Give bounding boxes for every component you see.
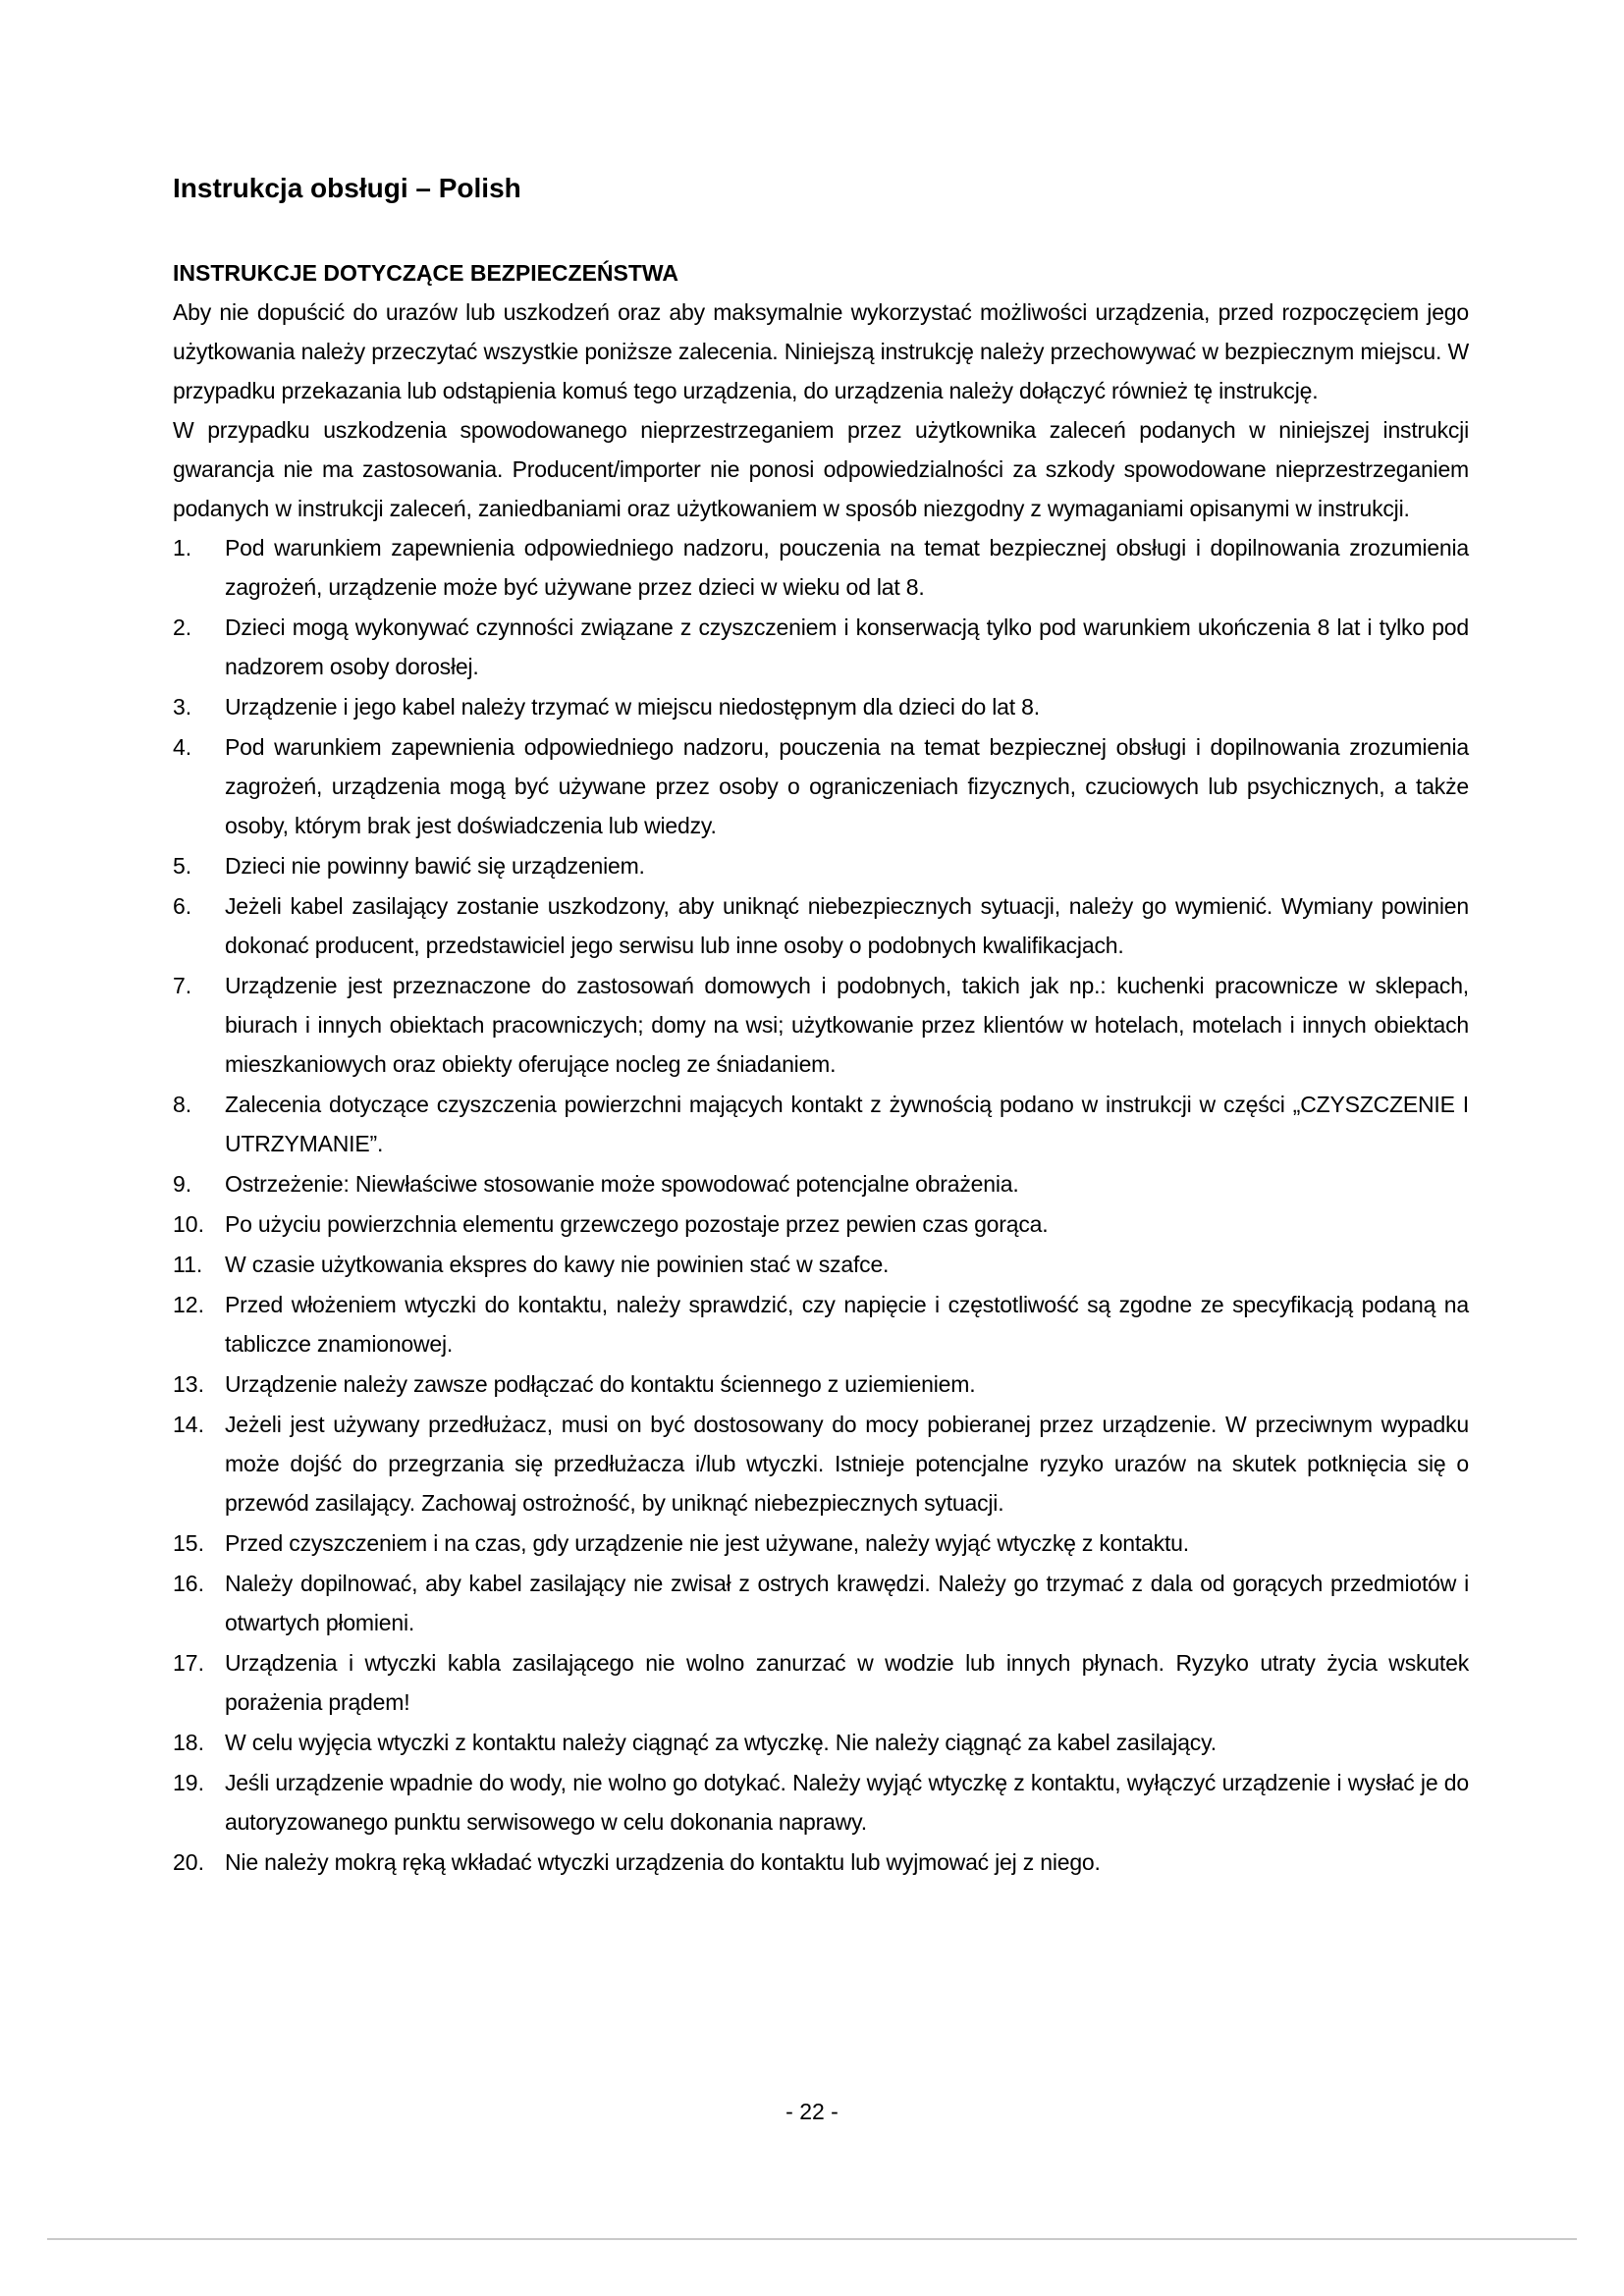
item-text: Jeżeli jest używany przedłużacz, musi on być dostosowany do mocy pobieranej przez urządzenie. W przeciwnym wypadku może dojść do przegrzania się przedłużacza i/lub wtyczki. Istnieje potencjalne ryzyko urazów na skutek potknięcia się o przewód zasilający. Zachowaj ostrożność, by uniknąć niebezpiecznych sytuacji.: [225, 1412, 1469, 1516]
list-item: [173, 727, 1469, 845]
item-text: Ostrzeżenie: Niewłaściwe stosowanie może spowodować potencjalne obrażenia.: [225, 1171, 1019, 1197]
footer-divider: [47, 2238, 1577, 2240]
item-text: Dzieci nie powinny bawić się urządzeniem.: [225, 853, 645, 879]
item-number: 5.: [173, 853, 192, 879]
item-number: 6.: [173, 893, 192, 919]
safety-instructions-list: [173, 528, 1469, 1882]
item-number: 16.: [173, 1571, 204, 1596]
list-item: [173, 528, 1469, 607]
list-item: [173, 1085, 1469, 1163]
item-text: Urządzenie i jego kabel należy trzymać w miejscu niedostępnym dla dzieci do lat 8.: [225, 694, 1040, 720]
item-number: 14.: [173, 1412, 204, 1437]
list-item: [173, 1245, 1469, 1284]
item-text: Nie należy mokrą ręką wkładać wtyczki urządzenia do kontaktu lub wyjmować jej z niego.: [225, 1849, 1101, 1875]
item-text: Jeżeli kabel zasilający zostanie uszkodzony, aby uniknąć niebezpiecznych sytuacji, należy go wymienić. Wymiany powinien dokonać producent, przedstawiciel jego serwisu lub inne osoby o podobnych kwalifikacjach.: [225, 893, 1469, 958]
item-number: 8.: [173, 1092, 192, 1117]
item-text: Urządzenia i wtyczki kabla zasilającego nie wolno zanurzać w wodzie lub innych płynach. Ryzyko utraty życia wskutek porażenia prądem!: [225, 1650, 1469, 1715]
item-number: 17.: [173, 1650, 204, 1676]
list-item: [173, 1643, 1469, 1722]
item-text: Zalecenia dotyczące czyszczenia powierzchni mających kontakt z żywnością podano w instrukcji w części „CZYSZCZENIE I UTRZYMANIE”.: [225, 1092, 1469, 1156]
safety-section: [173, 253, 1469, 1883]
item-number: 18.: [173, 1730, 204, 1755]
item-text: Przed czyszczeniem i na czas, gdy urządzenie nie jest używane, należy wyjąć wtyczkę z kontaktu.: [225, 1530, 1189, 1556]
list-item: [173, 966, 1469, 1084]
list-item: [173, 608, 1469, 686]
item-text: Przed włożeniem wtyczki do kontaktu, należy sprawdzić, czy napięcie i częstotliwość są zgodne ze specyfikacją podaną na tabliczce znamionowej.: [225, 1292, 1469, 1357]
item-text: Jeśli urządzenie wpadnie do wody, nie wolno go dotykać. Należy wyjąć wtyczkę z kontaktu, wyłączyć urządzenie i wysłać je do autoryzowanego punktu serwisowego w celu dokonania naprawy.: [225, 1770, 1469, 1835]
item-text: Należy dopilnować, aby kabel zasilający nie zwisał z ostrych krawędzi. Należy go trzymać z dala od gorących przedmiotów i otwartych płomieni.: [225, 1571, 1469, 1635]
section-heading: INSTRUKCJE DOTYCZĄCE BEZPIECZEŃSTWA: [173, 260, 678, 286]
item-number: 9.: [173, 1171, 192, 1197]
list-item: [173, 1723, 1469, 1762]
list-item: [173, 1564, 1469, 1642]
item-number: 1.: [173, 535, 192, 561]
list-item: [173, 1164, 1469, 1203]
item-number: 2.: [173, 614, 192, 640]
page-title: Instrukcja obsługi – Polish: [173, 173, 521, 203]
item-number: 20.: [173, 1849, 204, 1875]
item-text: Pod warunkiem zapewnienia odpowiedniego nadzoru, pouczenia na temat bezpiecznej obsługi i dopilnowania zrozumienia zagrożeń, urządzenie może być używane przez dzieci w wieku od lat 8.: [225, 535, 1469, 600]
item-text: Po użyciu powierzchnia elementu grzewczego pozostaje przez pewien czas gorąca.: [225, 1211, 1049, 1237]
list-item: [173, 1364, 1469, 1404]
list-item: [173, 1763, 1469, 1842]
item-number: 13.: [173, 1371, 204, 1397]
item-text: W czasie użytkowania ekspres do kawy nie powinien stać w szafce.: [225, 1252, 890, 1277]
list-item: [173, 1523, 1469, 1563]
intro-paragraph: Aby nie dopuścić do urazów lub uszkodzeń oraz aby maksymalnie wykorzystać możliwości urządzenia, przed rozpoczęciem jego użytkowania należy przeczytać wszystkie poniższe zalecenia. Niniejszą instrukcję należy przechowywać w bezpiecznym miejscu. W przypadku przekazania lub odstąpienia komuś tego urządzenia, do urządzenia należy dołączyć również tę instrukcję.: [173, 299, 1469, 403]
item-number: 12.: [173, 1292, 204, 1317]
item-number: 10.: [173, 1211, 204, 1237]
item-text: W celu wyjęcia wtyczki z kontaktu należy ciągnąć za wtyczkę. Nie należy ciągnąć za kabel zasilający.: [225, 1730, 1217, 1755]
list-item: [173, 1405, 1469, 1522]
item-text: Dzieci mogą wykonywać czynności związane z czyszczeniem i konserwacją tylko pod warunkiem ukończenia 8 lat i tylko pod nadzorem osoby dorosłej.: [225, 614, 1469, 679]
warranty-paragraph: W przypadku uszkodzenia spowodowanego nieprzestrzeganiem przez użytkownika zaleceń podanych w niniejszej instrukcji gwarancja nie ma zastosowania. Producent/importer nie ponosi odpowiedzialności za szkody spowodowane nieprzestrzeganiem podanych w instrukcji zaleceń, zaniedbaniami oraz użytkowaniem w sposób niezgodny z wymaganiami opisanymi w instrukcji.: [173, 417, 1469, 521]
list-item: [173, 886, 1469, 965]
item-number: 4.: [173, 734, 192, 760]
item-number: 7.: [173, 973, 192, 998]
list-item: [173, 846, 1469, 885]
item-text: Urządzenie należy zawsze podłączać do kontaktu ściennego z uziemieniem.: [225, 1371, 976, 1397]
item-number: 11.: [173, 1252, 203, 1277]
list-item: [173, 687, 1469, 726]
list-item: [173, 1204, 1469, 1244]
item-number: 3.: [173, 694, 192, 720]
page-number: - 22 -: [785, 2099, 839, 2124]
item-number: 15.: [173, 1530, 204, 1556]
list-item: [173, 1285, 1469, 1363]
item-number: 19.: [173, 1770, 204, 1795]
item-text: Urządzenie jest przeznaczone do zastosowań domowych i podobnych, takich jak np.: kuchenki pracownicze w sklepach, biurach i innych obiektach pracowniczych; domy na wsi; użytkowanie przez klientów w hotelach, motelach i innych obiektach mieszkaniowych oraz obiekty oferujące nocleg ze śniadaniem.: [225, 973, 1469, 1077]
list-item: [173, 1842, 1469, 1882]
item-text: Pod warunkiem zapewnienia odpowiedniego nadzoru, pouczenia na temat bezpiecznej obsługi i dopilnowania zrozumienia zagrożeń, urządzenia mogą być używane przez osoby o ograniczeniach fizycznych, czuciowych lub psychicznych, a także osoby, którym brak jest doświadczenia lub wiedzy.: [225, 734, 1469, 838]
